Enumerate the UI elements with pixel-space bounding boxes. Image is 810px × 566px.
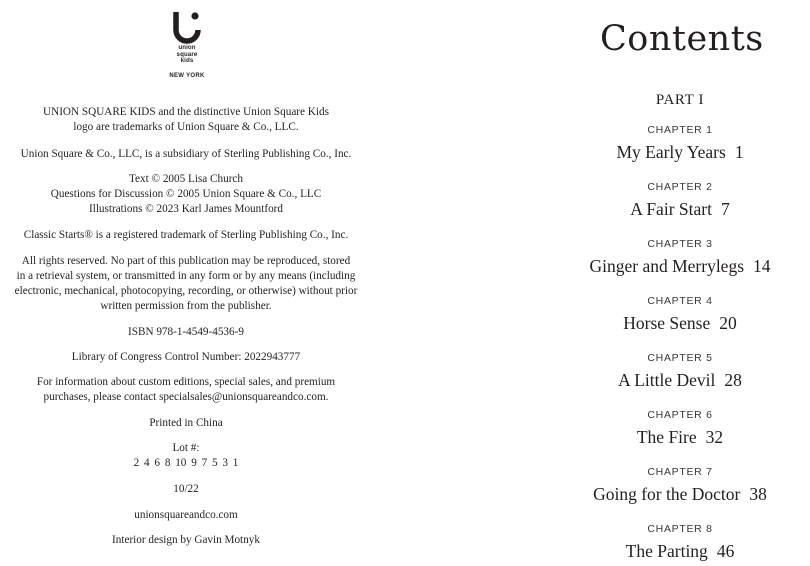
chapter-entry xyxy=(560,408,800,449)
copyright-page xyxy=(0,0,372,566)
chapter-entry xyxy=(560,465,800,506)
chapter-number: CHAPTER 7 xyxy=(647,466,713,478)
lot-label: Lot #: xyxy=(172,442,200,454)
text-line: UNION SQUARE KIDS and the distinctive Union Square Kids xyxy=(43,106,329,118)
logo-line: union xyxy=(178,44,196,51)
rights-notice xyxy=(0,254,372,314)
chapter-entry xyxy=(560,522,800,563)
date-code: 10/22 xyxy=(173,483,199,495)
text-line: Illustrations © 2023 Karl James Mountford xyxy=(88,203,283,215)
chapter-page: 20 xyxy=(719,313,737,333)
website: unionsquareandco.com xyxy=(134,509,238,521)
chapter-number: CHAPTER 8 xyxy=(647,523,713,535)
chapter-title: My Early Years xyxy=(616,142,726,162)
chapter-number: CHAPTER 6 xyxy=(647,409,713,421)
text-line: purchases, please contact specialsales@unionsquareandco.com. xyxy=(43,391,329,403)
chapter-number: CHAPTER 2 xyxy=(647,181,713,193)
logo-wordmark xyxy=(165,45,209,65)
part-label: PART I xyxy=(655,92,705,108)
subsidiary-notice: Union Square & Co., LLC, is a subsidiary of Sterling Publishing Co., Inc. xyxy=(20,148,352,160)
chapter-title: A Little Devil xyxy=(618,370,716,390)
text-line: logo are trademarks of Union Square & Co., LLC. xyxy=(73,121,299,133)
logo-city: NEW YORK xyxy=(169,72,205,79)
chapter-entry xyxy=(560,237,800,278)
union-square-kids-logo xyxy=(165,10,209,90)
printed-in: Printed in China xyxy=(149,417,223,429)
logo-mark-icon xyxy=(172,10,202,44)
chapter-title: Horse Sense xyxy=(623,313,711,333)
logo-line: square xyxy=(176,50,198,58)
chapter-entry xyxy=(560,180,800,221)
chapter-number: CHAPTER 5 xyxy=(647,352,713,364)
text-line: For information about custom editions, special sales, and premium xyxy=(36,376,336,388)
lot-numbers: 2 4 6 8 10 9 7 5 3 1 xyxy=(133,457,239,469)
text-line: written permission from the publisher. xyxy=(100,300,272,312)
chapter-page: 32 xyxy=(705,427,724,447)
page-title: Contents xyxy=(600,19,764,59)
chapter-page: 46 xyxy=(716,541,735,561)
chapter-title: Ginger and Merrylegs xyxy=(589,256,745,276)
credits xyxy=(0,172,372,217)
text-line: electronic, mechanical, photocopying, recording, or otherwise) without prior xyxy=(14,285,358,297)
chapter-page: 7 xyxy=(720,199,730,219)
chapter-page: 28 xyxy=(724,370,742,390)
sales-info xyxy=(0,375,372,405)
chapter-title: A Fair Start xyxy=(630,199,712,219)
chapter-page: 38 xyxy=(749,484,767,504)
chapter-title: Going for the Doctor xyxy=(593,484,741,504)
chapter-title: The Fire xyxy=(636,427,697,447)
contents-page xyxy=(560,0,800,566)
isbn: ISBN 978-1-4549-4536-9 xyxy=(128,326,244,338)
chapter-entry xyxy=(560,294,800,335)
loc-number: Library of Congress Control Number: 2022943777 xyxy=(71,351,301,363)
chapter-title: The Parting xyxy=(625,541,708,561)
chapter-entry xyxy=(560,351,800,392)
chapter-page: 1 xyxy=(734,142,744,162)
classic-starts-notice: Classic Starts® is a registered trademark of Sterling Publishing Co., Inc. xyxy=(23,229,349,241)
chapter-number: CHAPTER 3 xyxy=(647,238,713,250)
chapter-number: CHAPTER 1 xyxy=(647,124,713,136)
trademark-notice xyxy=(0,105,372,135)
text-line: Questions for Discussion © 2005 Union Square & Co., LLC xyxy=(50,188,322,200)
logo-line: kids xyxy=(180,57,194,65)
chapter-number: CHAPTER 4 xyxy=(647,295,713,307)
text-line: All rights reserved. No part of this publication may be reproduced, stored xyxy=(21,255,351,267)
design-credit: Interior design by Gavin Motnyk xyxy=(112,534,260,546)
text-line: in a retrieval system, or transmitted in any form or by any means (including xyxy=(16,270,356,282)
text-line: Text © 2005 Lisa Church xyxy=(129,173,243,185)
chapter-entry xyxy=(560,123,800,164)
chapter-page: 14 xyxy=(753,256,771,276)
